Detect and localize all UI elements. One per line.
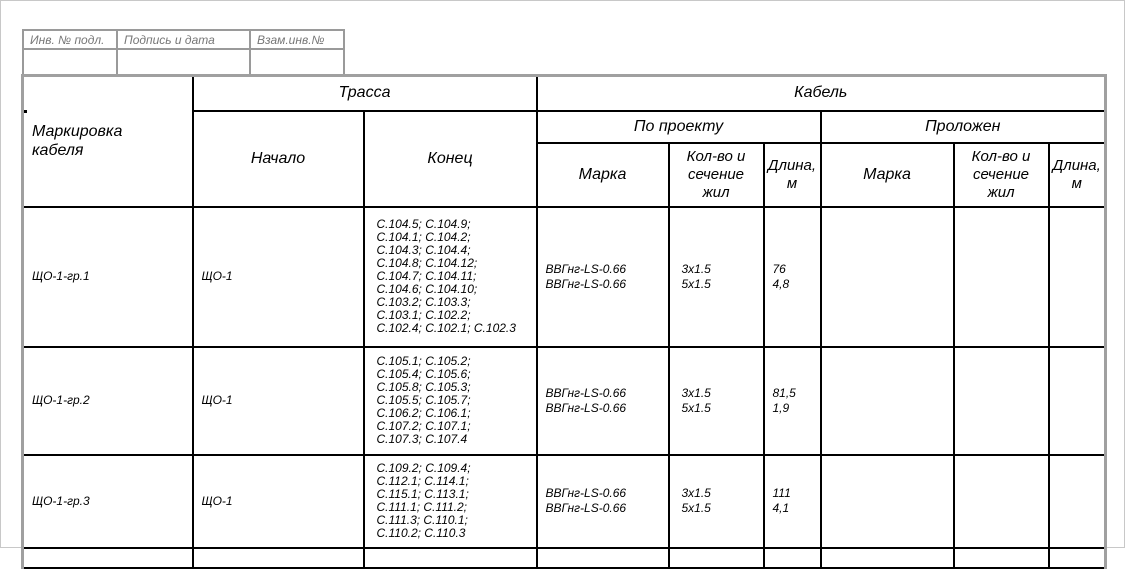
stamp-label-inventory: Инв. № подл. [23, 30, 117, 49]
row-brand: ВВГнг-LS-0.66 ВВГнг-LS-0.66 [537, 347, 669, 455]
row-start [193, 548, 364, 568]
row-laid-length[interactable] [1049, 207, 1106, 347]
row-laid-count[interactable] [954, 207, 1049, 347]
header-start: Начало [193, 111, 364, 207]
row-marking: ЩО-1-гр.3 [23, 455, 193, 548]
stamp-cell-signature[interactable] [117, 49, 250, 75]
header-laid-count: Кол-во и сечение жил [954, 143, 1049, 207]
row-length: 111 4,1 [764, 455, 821, 548]
row-laid-length[interactable] [1049, 548, 1106, 568]
row-brand: ВВГнг-LS-0.66 ВВГнг-LS-0.66 [537, 455, 669, 548]
row-length [764, 548, 821, 568]
row-count: 3х1.5 5х1.5 [669, 347, 764, 455]
row-length: 76 4,8 [764, 207, 821, 347]
header-laid: Проложен [821, 111, 1106, 143]
row-start: ЩО-1 [193, 347, 364, 455]
stamp-cell-inventory[interactable] [23, 49, 117, 75]
row-marking [23, 548, 193, 568]
header-project-count: Кол-во и сечение жил [669, 143, 764, 207]
header-by-project: По проекту [537, 111, 821, 143]
row-laid-count[interactable] [954, 347, 1049, 455]
row-start: ЩО-1 [193, 455, 364, 548]
row-brand: ВВГнг-LS-0.66 ВВГнг-LS-0.66 [537, 207, 669, 347]
row-end: С.109.2; С.109.4; С.112.1; С.114.1; С.115.1; С.113.1; С.111.1; С.111.2; С.111.3; С.110.1; С.110.2; С.110.3 [364, 455, 537, 548]
header-project-length: Длина, м [764, 143, 821, 207]
stamp-label-signature: Подпись и дата [117, 30, 250, 49]
stamp-cell-replacement[interactable] [250, 49, 344, 75]
row-end: С.105.1; С.105.2; С.105.4; С.105.6; С.105.8; С.105.3; С.105.5; С.105.7; С.106.2; С.106.1; С.107.2; С.107.1; С.107.3; С.107.4 [364, 347, 537, 455]
header-route: Трасса [193, 76, 537, 111]
row-laid-count[interactable] [954, 455, 1049, 548]
table-row [23, 455, 1106, 548]
header-marking: Маркировка кабеля [23, 76, 193, 207]
row-start: ЩО-1 [193, 207, 364, 347]
row-laid-brand[interactable] [821, 455, 954, 548]
header-laid-length: Длина, м [1049, 143, 1106, 207]
header-project-brand: Марка [537, 143, 669, 207]
row-end: С.104.5; С.104.9; С.104.1; С.104.2; С.104.3; С.104.4; С.104.8; С.104.12; С.104.7; С.104.11; С.104.6; С.104.10; С.103.2; С.103.3; С.103.1; С.102.2; С.102.4; С.102.1; С.102.3 [364, 207, 537, 347]
row-marking: ЩО-1-гр.1 [23, 207, 193, 347]
row-count: 3х1.5 5х1.5 [669, 207, 764, 347]
row-brand [537, 548, 669, 568]
table-row [23, 347, 1106, 455]
header-laid-brand: Марка [821, 143, 954, 207]
row-laid-brand[interactable] [821, 548, 954, 568]
row-laid-brand[interactable] [821, 207, 954, 347]
stamp-label-replacement: Взам.инв.№ [250, 30, 344, 49]
cable-journal-table [21, 74, 1107, 569]
header-end: Конец [364, 111, 537, 207]
row-count [669, 548, 764, 568]
table-row [23, 207, 1106, 347]
row-count: 3х1.5 5х1.5 [669, 455, 764, 548]
header-cable: Кабель [537, 76, 1106, 111]
row-laid-length[interactable] [1049, 455, 1106, 548]
row-laid-length[interactable] [1049, 347, 1106, 455]
table-row [23, 548, 1106, 568]
row-end [364, 548, 537, 568]
row-length: 81,5 1,9 [764, 347, 821, 455]
row-laid-count[interactable] [954, 548, 1049, 568]
row-marking: ЩО-1-гр.2 [23, 347, 193, 455]
row-laid-brand[interactable] [821, 347, 954, 455]
approval-stamp-table [22, 29, 345, 76]
